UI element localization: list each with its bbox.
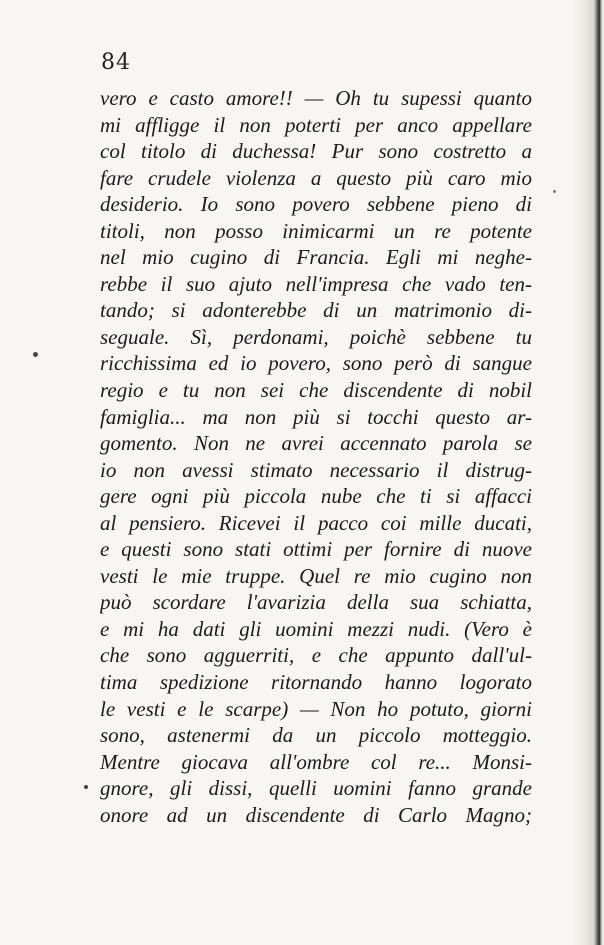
text-line: nel mio cugino di Francia. Egli mi neghe-: [100, 245, 532, 270]
page-gutter: [570, 0, 604, 945]
page-number: 84: [101, 50, 131, 75]
text-line: ricchissima ed io povero, sono però di sangue: [100, 351, 532, 376]
text-line: al pensiero. Ricevei il pacco coi mille ducati,: [100, 510, 532, 535]
text-line: mi affligge il non poterti per anco appellare: [100, 112, 532, 137]
ink-speck: [33, 352, 38, 357]
text-line: vero e casto amore!! — Oh tu supessi quanto: [100, 86, 532, 110]
text-line: rebbe il suo ajuto nell'impresa che vado ten-: [100, 271, 532, 296]
text-line: tando; si adonterebbe di un matrimonio di-: [100, 298, 532, 323]
ink-speck: [84, 785, 88, 789]
text-line: può scordare l'avarizia della sua schiatta,: [100, 590, 532, 615]
text-line: desiderio. Io sono povero sebbene pieno di: [100, 192, 532, 217]
text-line: e questi sono stati ottimi per fornire di nuove: [100, 537, 532, 562]
text-line: sono, astenermi da un piccolo motteggio.: [100, 723, 532, 748]
text-line: Mentre giocava all'ombre col re... Monsi-: [100, 749, 532, 774]
text-line: io non avessi stimato necessario il distrug-: [100, 457, 532, 482]
text-line: seguale. Sì, perdonami, poichè sebbene tu: [100, 324, 532, 349]
text-line: famiglia... ma non più si tocchi questo ar-: [100, 404, 532, 429]
text-line: regio e tu non sei che discendente di nobil: [100, 378, 532, 403]
text-line: titoli, non posso inimicarmi un re potente: [100, 218, 532, 243]
text-line: tima spedizione ritornando hanno logorato: [100, 670, 532, 695]
text-line: gnore, gli dissi, quelli uomini fanno grande: [100, 776, 532, 801]
text-line: le vesti e le scarpe) — Non ho potuto, giorni: [100, 696, 532, 721]
text-line: e mi ha dati gli uomini mezzi nudi. (Vero è: [100, 616, 532, 641]
text-line: col titolo di duchessa! Pur sono costretto a: [100, 139, 532, 164]
body-text: [100, 85, 532, 828]
text-line: gere ogni più piccola nube che ti si affacci: [100, 484, 532, 509]
text-line: fare crudele violenza a questo più caro mio: [100, 165, 532, 190]
ink-speck: [553, 190, 556, 193]
text-line: vesti le mie truppe. Quel re mio cugino non: [100, 563, 532, 588]
text-line: onore ad un discendente di Carlo Magno;: [100, 802, 532, 827]
text-line: che sono agguerriti, e che appunto dall'ul-: [100, 643, 532, 668]
text-line: gomento. Non ne avrei accennato parola se: [100, 431, 532, 456]
